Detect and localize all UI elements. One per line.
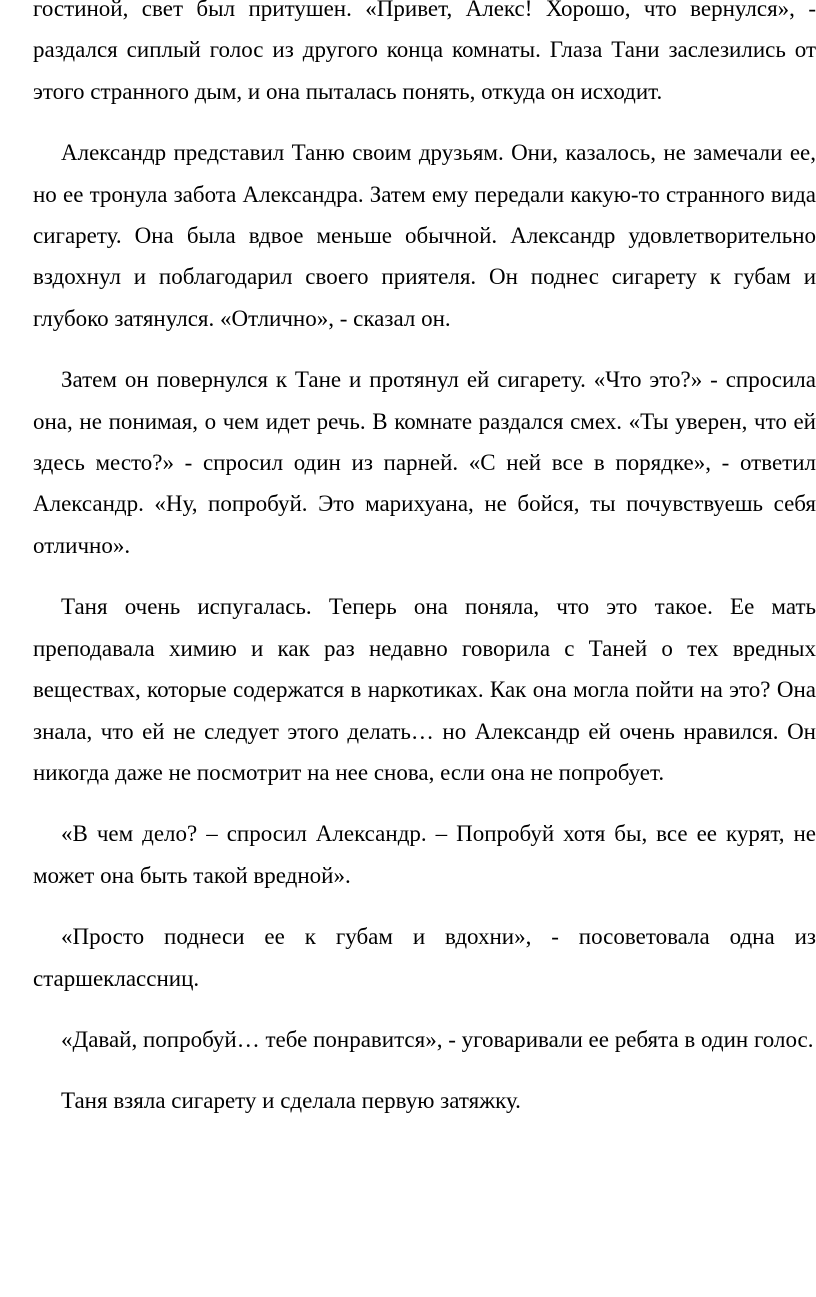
paragraph-3: Затем он повернулся к Тане и протянул ей сигарету. «Что это?» - спросила она, не понимая, о чем идет речь. В комнате раздался смех. «Ты уверен, что ей здесь место?» - спросил один из парней. «С ней все в порядке», - ответил Александр. «Ну, попробуй. Это марихуана, не бойся, ты почувствуешь себя отлично». [33,367,816,558]
paragraph-8: Таня взяла сигарету и сделала первую затяжку. [61,1088,521,1114]
paragraph-7: «Давай, попробуй… тебе понравится», - уговаривали ее ребята в один голос. [61,1026,814,1052]
paragraph-6: «Просто поднеси ее к губам и вдохни», - посоветовала одна из старшеклассниц. [33,924,816,991]
paragraph-5: «В чем дело? – спросил Александр. – Попробуй хотя бы, все ее курят, не может она быть такой вредной». [33,821,816,888]
paragraph-2: Александр представил Таню своим друзьям. Они, казалось, не замечали ее, но ее тронула забота Александра. Затем ему передали какую-то странного вида сигарету. Она была вдвое меньше обычной. Александр удовлетворительно вздохнул и поблагодарил своего приятеля. Он поднес сигарету к губам и глубоко затянулся. «Отлично», - сказал он. [33,140,816,331]
paragraph-4: Таня очень испугалась. Теперь она поняла, что это такое. Ее мать преподавала химию и как раз недавно говорила с Таней о тех вредных веществах, которые содержатся в наркотиках. Как она могла пойти на это? Она знала, что ей не следует этого делать… но Александр ей очень нравился. Он никогда даже не посмотрит на нее снова, если она не попробует. [33,594,816,785]
document-page [33,0,816,1142]
paragraph-1: гостиной, свет был притушен. «Привет, Алекс! Хорошо, что вернулся», - раздался сиплый голос из другого конца комнаты. Глаза Тани заслезились от этого странного дым, и она пыталась понять, откуда он исходит. [33,0,816,104]
